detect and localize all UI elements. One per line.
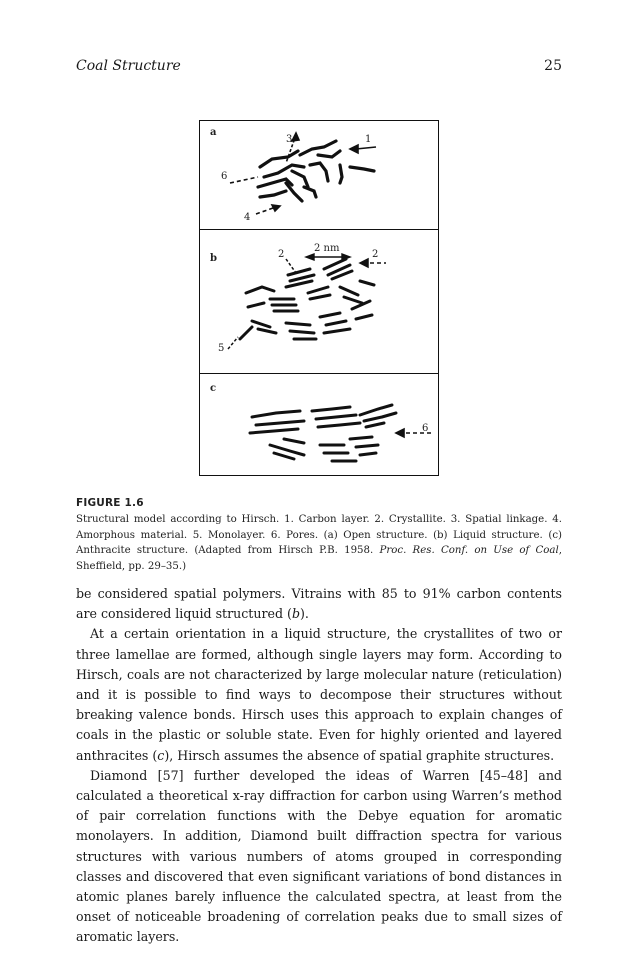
- panel-c-letter: c: [210, 383, 217, 394]
- paragraph-2-text: At a certain orientation in a liquid structure, the crystallites of two or three lamellae are formed, although single layers may form. According to Hirsch, coals are not characterized by large molecular nature (reticulation) and it is possible to find ways to decompose their structures without breaking valence bonds. Hirsch uses this approach to explain changes of coals in the plastic or soluble state. Even for highly oriented and layered anthracites (: [76, 626, 562, 763]
- panel-a-label-3: 3: [286, 134, 293, 145]
- layers-anthracite: [250, 405, 396, 461]
- panel-a-label-4: 4: [244, 212, 251, 223]
- paragraph-2-italic: c: [157, 747, 165, 763]
- panel-b-drawing: [200, 229, 438, 373]
- running-title: Coal Structure: [76, 58, 181, 74]
- panel-c-drawing: [200, 373, 438, 475]
- paragraph-3: Diamond [57] further developed the ideas of Warren [45–48] and calculated a theoretical x-ray diffraction for carbon using Warren’s method of pair correlation functions with the Debye equation for aromatic monolayers. In addition, Diamond built diffraction spectra for various structures with various numbers of atoms grouped in corresponding classes and discovered that even significant variations of bond distances in atomic planes barely influence the calculated spectra, at least from the onset of noticeable broadening of correlation peaks due to small sizes of aromatic layers.: [76, 767, 562, 945]
- caption-heading: FIGURE 1.6: [76, 497, 144, 509]
- running-head: [76, 58, 562, 78]
- figure-caption: [76, 496, 562, 574]
- body-text: [76, 584, 562, 948]
- panel-c-label-6: 6: [422, 423, 429, 434]
- figure-panel-b: [200, 229, 438, 374]
- caption-end: , Sheffield, pp. 29–35.): [76, 545, 562, 572]
- paragraph-2-end: ), Hirsch assumes the absence of spatial graphite structures.: [164, 747, 555, 763]
- caption-main: Structural model according to Hirsch. 1. Carbon layer. 2. Crystallite. 3. Spatial linkage. 4. Amorphous material. 5. Monolayer. 6. Pores. (a) Open structure. (b) Liquid structure. (c) Anthracite structure. (Adapted from Hirsch P.B. 1958.: [76, 514, 562, 557]
- figure-hirsch-model: [199, 120, 439, 476]
- figure-panel-a: [200, 121, 438, 230]
- paragraph-2: [76, 624, 562, 765]
- panel-a-label-1: 1: [365, 134, 372, 145]
- panel-b-label-2-left: 2: [278, 249, 285, 260]
- paragraph-1-italic: b: [291, 606, 300, 622]
- panel-a-letter: a: [210, 127, 217, 138]
- caption-text: [76, 512, 562, 574]
- panel-b-letter: b: [210, 253, 217, 264]
- paragraph-1: [76, 584, 562, 624]
- panel-a-label-6: 6: [221, 171, 228, 182]
- panel-b-label-2-right: 2: [372, 249, 379, 260]
- panel-b-label-5: 5: [218, 343, 225, 354]
- panel-a-drawing: [200, 121, 438, 229]
- panel-b-label-scale: 2 nm: [314, 243, 340, 254]
- page-number: 25: [544, 58, 562, 74]
- caption-source-title: Proc. Res. Conf. on Use of Coal: [379, 545, 559, 557]
- paragraph-1-end: ).: [300, 606, 309, 622]
- paragraph-1-text: be considered spatial polymers. Vitrains with 85 to 91% carbon contents are considered liquid structured (: [76, 586, 562, 622]
- crystallites-liquid: [240, 259, 374, 339]
- figure-panel-c: [200, 373, 438, 475]
